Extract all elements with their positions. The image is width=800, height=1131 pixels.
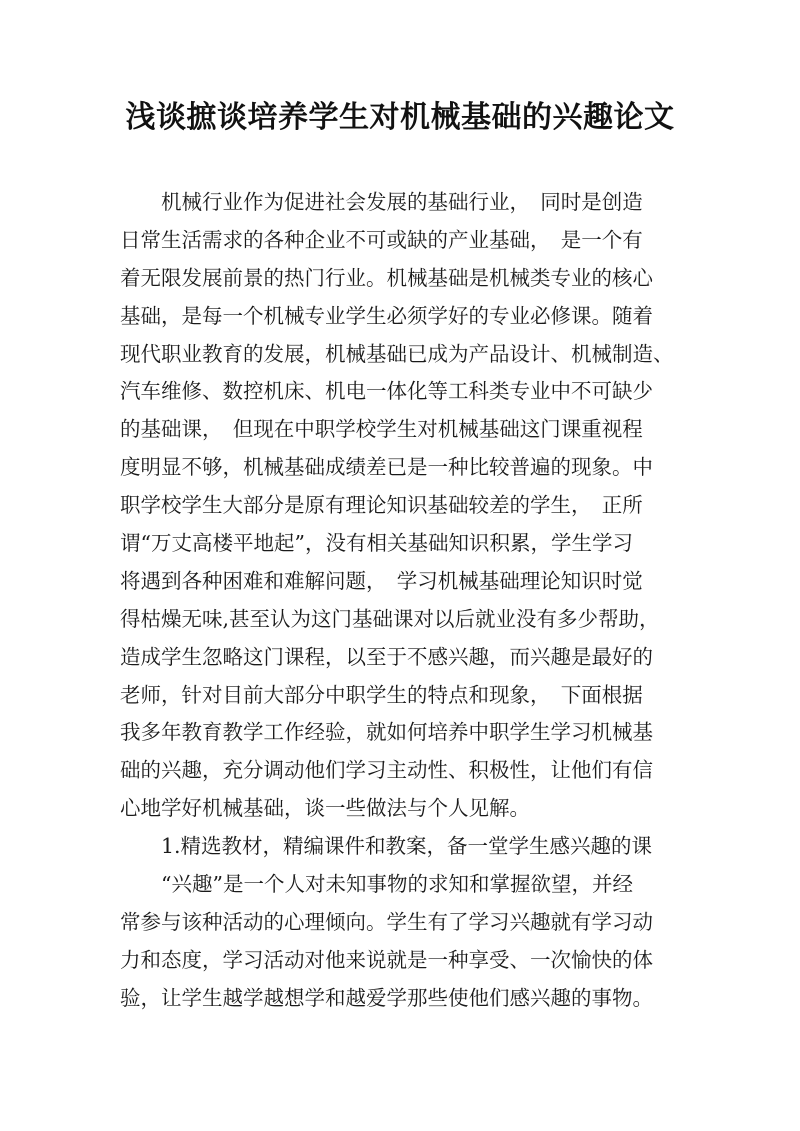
body-line: 老师，针对目前大部分中职学生的特点和现象， 下面根据 <box>120 682 643 707</box>
body-line: 将遇到各种困难和难解问题， 学习机械基础理论知识时觉 <box>120 568 643 593</box>
body-line: 基础，是每一个机械专业学生必须学好的专业必修课。随着 <box>120 303 653 328</box>
body-line: 日常生活需求的各种企业不可或缺的产业基础， 是一个有 <box>120 227 643 252</box>
body-line: 力和态度，学习活动对他来说就是一种享受、一次愉快的体 <box>120 947 653 972</box>
body-line: 汽车维修、数控机床、机电一体化等工科类专业中不可缺少 <box>120 379 653 404</box>
body-line: 常参与该种活动的心理倾向。学生有了学习兴趣就有学习动 <box>120 909 653 934</box>
document-title: 浅谈摭谈培养学生对机械基础的兴趣论文 <box>125 100 675 135</box>
body-line: 着无限发展前景的热门行业。机械基础是机械类专业的核心 <box>120 265 653 290</box>
body-line: 的基础课， 但现在中职学校学生对机械基础这门课重视程 <box>120 417 643 442</box>
body-line: 机械行业作为促进社会发展的基础行业， 同时是创造 <box>120 190 643 214</box>
body-line: 度明显不够，机械基础成绩差已是一种比较普遍的现象。中 <box>120 455 653 480</box>
body-line: 心地学好机械基础，谈一些做法与个人见解。 <box>120 796 530 821</box>
body-line: “兴趣”是一个人对未知事物的求知和掌握欲望，并经 <box>120 872 633 897</box>
body-line: 造成学生忽略这门课程，以至于不感兴趣，而兴趣是最好的 <box>120 644 653 669</box>
body-line: 验，让学生越学越想学和越爱学那些使他们感兴趣的事物。 <box>120 985 653 1010</box>
body-line: 职学校学生大部分是原有理论知识基础较差的学生， 正所 <box>120 493 643 518</box>
body-line: 我多年教育教学工作经验，就如何培养中职学生学习机械基 <box>120 720 653 745</box>
document-body <box>120 184 686 1018</box>
body-line: 础的兴趣，充分调动他们学习主动性、积极性，让他们有信 <box>120 758 653 783</box>
body-line: 现代职业教育的发展，机械基础已成为产品设计、机械制造、 <box>120 341 674 366</box>
body-line: 得枯燥无味,甚至认为这门基础课对以后就业没有多少帮助， <box>120 606 660 631</box>
body-line: 谓“万丈高楼平地起”，没有相关基础知识积累，学生学习 <box>120 531 633 556</box>
section-heading: 1.精选教材，精编课件和教案，备一堂学生感兴趣的课 <box>120 834 653 859</box>
